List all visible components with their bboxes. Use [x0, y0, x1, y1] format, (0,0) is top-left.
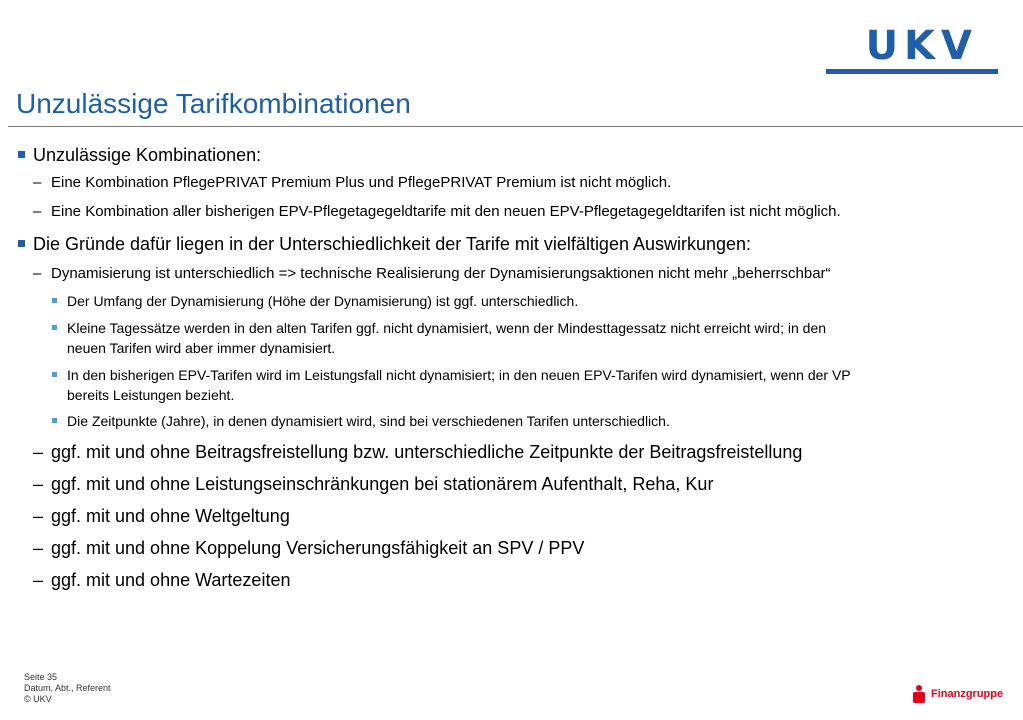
dash-icon: – [33, 442, 44, 462]
detail-text: In den bisherigen EPV-Tarifen wird im Leistungsfall nicht dynamisiert; in den neuen EPV-Tarifen wird dynamisiert, wenn der VP [67, 367, 851, 383]
dash-icon: – [33, 506, 44, 526]
logo-underline [826, 69, 998, 74]
detail-text: neuen Tarifen wird aber immer dynamisiert. [67, 340, 336, 356]
slide-footer [24, 672, 111, 705]
small-square-icon [52, 418, 57, 423]
dash-icon: – [33, 538, 44, 558]
sub-bullet-text: ggf. mit und ohne Leistungseinschränkungen bei stationärem Aufenthalt, Reha, Kur [51, 474, 714, 494]
small-square-icon [52, 325, 57, 330]
detail-text: Kleine Tagessätze werden in den alten Tarifen ggf. nicht dynamisiert, wenn der Mindesttagessatz nicht erreicht wird; in den [67, 320, 827, 336]
small-square-icon [52, 372, 57, 377]
dash-icon: – [33, 265, 42, 282]
dash-icon: – [33, 474, 44, 494]
dash-icon: – [33, 570, 44, 590]
sub-bullet-text: ggf. mit und ohne Wartezeiten [51, 570, 291, 590]
brand-text: Finanzgruppe [931, 688, 1004, 700]
sub-bullet-text: Eine Kombination PflegePRIVAT Premium Plus und PflegePRIVAT Premium ist nicht möglich. [51, 174, 672, 191]
sub-bullet-text: ggf. mit und ohne Beitragsfreistellung bzw. unterschiedliche Zeitpunkte der Beitragsfreistellung [51, 442, 803, 462]
dash-icon: – [33, 203, 42, 220]
sub-bullet-text: ggf. mit und ohne Koppelung Versicherungsfähigkeit an SPV / PPV [51, 538, 585, 558]
footer-meta: Datum, Abt., Referent [24, 683, 111, 693]
sub-bullet-text: ggf. mit und ohne Weltgeltung [51, 506, 290, 526]
slide-title: Unzulässige Tarifkombinationen [16, 88, 411, 119]
copyright: © UKV [24, 694, 52, 704]
bullet-text: Unzulässige Kombinationen: [33, 145, 262, 165]
finanzgruppe-logo [912, 683, 1003, 705]
logo-text: UKV [865, 23, 978, 69]
bullet-text: Die Gründe dafür liegen in der Unterschiedlichkeit der Tarife mit vielfältigen Auswirkungen: [33, 234, 752, 254]
title-divider [8, 126, 1023, 127]
sub-bullet-text: Dynamisierung ist unterschiedlich => technische Realisierung der Dynamisierungsaktionen nicht mehr „beherrschbar“ [51, 265, 831, 282]
ukv-logo [826, 23, 998, 74]
sparkasse-icon [912, 685, 926, 703]
sub-bullet-text: Eine Kombination aller bisherigen EPV-Pflegetagegeldtarife mit den neuen EPV-Pflegetagegeldtarifen ist nicht möglich. [51, 203, 841, 220]
bullet-square-icon [18, 151, 25, 158]
dash-icon: – [33, 174, 42, 191]
page-number: Seite 35 [24, 672, 58, 682]
bullet-square-icon [18, 240, 25, 247]
detail-text: bereits Leistungen bezieht. [67, 387, 235, 403]
detail-text: Die Zeitpunkte (Jahre), in denen dynamisiert wird, sind bei verschiedenen Tarifen unterschiedlich. [67, 413, 670, 429]
small-square-icon [52, 298, 57, 303]
detail-text: Der Umfang der Dynamisierung (Höhe der Dynamisierung) ist ggf. unterschiedlich. [67, 293, 579, 309]
